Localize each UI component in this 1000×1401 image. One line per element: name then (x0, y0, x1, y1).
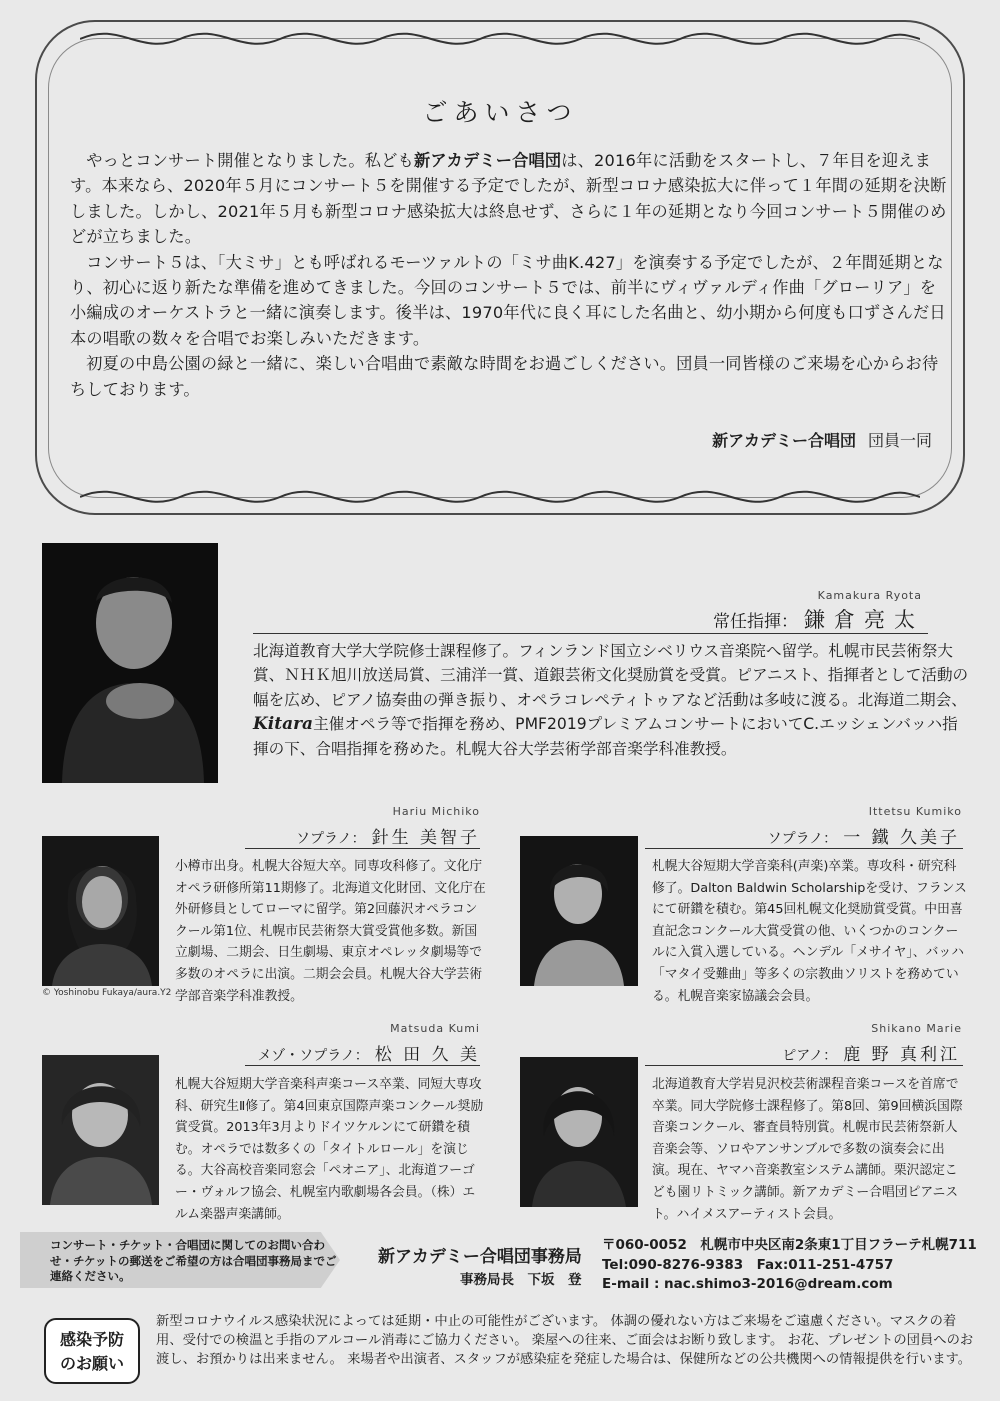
performer-photo (520, 836, 638, 986)
performer-divider (245, 848, 480, 849)
conductor-role-line (713, 604, 924, 634)
greeting-paragraph-2: コンサート５は、「大ミサ」とも呼ばれるモーツァルトの「ミサ曲K.427」を演奏する予定でしたが、２年間延期となり、初心に返り新たな準備を進めてきました。今回のコンサート５では、前半にヴィヴァルディ作曲「グローリア」を小編成のオーケストラと一緒に演奏します。後半は、1970年代に良く耳にした名曲と、幼小期から何度も口ずさんだ日本の唱歌の数々を合唱でお楽しみいただきます。 (70, 252, 946, 348)
performer-divider (645, 848, 963, 849)
flourish-top (80, 26, 920, 52)
performer-romaji: Hariu Michiko (392, 805, 480, 818)
photo-credit: © Yoshinobu Fukaya/aura.Y2 (42, 988, 172, 998)
badge-line-2: のお願い (59, 1354, 124, 1373)
performer-name: 松 田 久 美 (374, 1045, 480, 1065)
greeting-paragraph-3: 初夏の中島公園の緑と一緒に、楽しい合唱曲で素敵な時間をお過ごしください。団員一同皆様のご来場を心からお待ちしております。 (70, 354, 939, 399)
notice-text: コンサート・チケット・合唱団に関してのお問い合わせ・チケットの郵送をご希望の方は合唱団事務局までご連絡ください。 (50, 1238, 337, 1283)
performer-bio: 札幌大谷短期大学音楽科(声楽)卒業。専攻科・研究科修了。Dalton Baldwin Scholarshipを受け、フランスにて研鑽を積む。第45回札幌文化奨励賞受賞。中田喜直記念コンクール大賞受賞の他、いくつかのコンクールに入賞入選している。ヘンデル「メサイヤ」、バッハ「マタイ受難曲」等多くの宗教曲ソリストを務めている。札幌音楽家協議会会員。 (652, 859, 967, 1004)
performer-divider (645, 1065, 963, 1066)
performer-romaji: Shikano Marie (871, 1022, 962, 1035)
performer-role: ソプラノ： (767, 831, 838, 847)
flourish-bottom (80, 484, 920, 510)
greeting-paragraph-1 (70, 148, 950, 250)
office-head: 事務局長 下坂 登 (460, 1272, 582, 1288)
greeting-p1-before: やっとコンサート開催となりました。私ども (86, 151, 414, 170)
performer-role-line (258, 1040, 480, 1065)
greeting-signature (712, 428, 932, 451)
conductor-bio-part2: 主催オペラ等で指揮を務め、PMF2019プレミアムコンサートにおいてC.エッシェンバッハ指揮の下、合唱指揮を務めた。札幌大谷大学芸術学部音楽学科准教授。 (253, 715, 958, 758)
performer-romaji: Matsuda Kumi (390, 1022, 480, 1035)
signature-members: 団員一同 (867, 431, 932, 450)
performer-divider (245, 1065, 480, 1066)
conductor-photo (42, 543, 218, 783)
performer-photo (42, 836, 159, 986)
performer-photo (520, 1057, 638, 1207)
conductor-role: 常任指揮： (713, 612, 798, 632)
conductor-romaji: Kamakura Ryota (817, 589, 922, 602)
performer-bio: 北海道教育大学岩見沢校芸術課程音楽コースを首席で卒業。同大学院修士課程修了。第8回、第9回横浜国際音楽コンクール、審査員特別賞。札幌市民芸術祭新人音楽会等、ソロやアンサンブルで多数の演奏会に出演。現在、ヤマハ音楽教室システム講師。栗沢認定こども園リトミック講師。新アカデミー合唱団ピアニスト。ハイメスアーティスト会員。 (652, 1077, 963, 1222)
performer-romaji: Ittetsu Kumiko (868, 805, 962, 818)
performer-photo (42, 1055, 159, 1205)
greeting-title: ごあいさつ (422, 98, 578, 127)
performer-role-line (782, 1040, 960, 1065)
badge-line-1: 感染予防 (59, 1330, 124, 1349)
performer-name: 針生 美智子 (371, 828, 480, 848)
office-address: 〒060-0052 札幌市中央区南2条東1丁目フラーテ札幌711 (602, 1237, 977, 1253)
office-title: 新アカデミー合唱団事務局 (378, 1247, 582, 1267)
conductor-name: 鎌倉亮太 (804, 608, 924, 632)
performer-bio: 小樽市出身。札幌大谷短大卒。同専攻科修了。文化庁オペラ研修所第11期修了。北海道文化財団、文化庁在外研修員としてローマに留学。第2回藤沢オペラコンクール第1位、札幌市民芸術祭大賞受賞他多数。新国立劇場、二期会、日生劇場、東京オペレッタ劇場等で多数のオペラに出演。二期会会員。札幌大谷大学芸術学部音楽学科准教授。 (175, 859, 486, 1004)
performer-role: ソプラノ： (296, 831, 366, 847)
conductor-divider (253, 633, 928, 634)
greeting-body (70, 148, 950, 402)
performer-bio: 札幌大谷短期大学音楽科声楽コース卒業、同短大専攻科、研究生Ⅱ修了。第4回東京国際声楽コンクール奨励賞受賞。2013年3月よりドイツケルンにて研鑽を積む。オペラでは数多くの「タイトルロール」を演じる。大谷高校音楽同窓会「ペオニア」、北海道フーゴー・ヴォルフ協会、札幌室内歌劇場各会員。（株）エルム楽器声楽講師。 (175, 1077, 484, 1222)
conductor-bio (253, 639, 973, 761)
performer-role: ピアノ： (782, 1048, 838, 1064)
signature-org: 新アカデミー合唱団 (712, 431, 856, 450)
office-email: E-mail : nac.shimo3-2016@dream.com (602, 1276, 893, 1292)
greeting-org-name: 新アカデミー合唱団 (413, 151, 562, 170)
office-contact (602, 1236, 977, 1295)
kitara-logo: Kitara (253, 714, 314, 735)
conductor-bio-part1: 北海道教育大学大学院修士課程修了。フィンランド国立シベリウス音楽院へ留学。札幌市民芸術祭大賞、ＮＨＫ旭川放送局賞、三浦洋一賞、道銀芸術文化奨励賞を受賞。ピアニスト、指揮者として活動の幅を広め、ピアノ協奏曲の弾き振り、オペラコレペティトゥアなど活動は多岐に渡る。北海道二期会、 (253, 642, 969, 709)
performer-role: メゾ・ソプラノ： (257, 1048, 369, 1064)
performer-role-line (296, 823, 480, 848)
office-phone: Tel:090-8276-9383 Fax:011-251-4757 (602, 1256, 894, 1273)
performer-role-line (768, 823, 960, 848)
infection-prevention-badge (44, 1318, 140, 1384)
performer-name: 鹿 野 真利江 (843, 1045, 960, 1065)
greeting-p1-after: は、2016年に活動をスタートし、７年目を迎えます。本来なら、2020年５月にコンサート５を開催する予定でしたが、新型コロナ感染拡大に伴って１年間の延期を決断しました。しかし、2021年５月も新型コロナ感染拡大は終息せず、さらに１年の延期となり今回コンサート５開催のめどが立ちました。 (70, 151, 947, 247)
infection-notice-text: 新型コロナウイルス感染状況によっては延期・中止の可能性がございます。 体調の優れない方はご来場をご遠慮ください。マスクの着用、受付での検温と手指のアルコール消毒にご協力ください。 楽屋への往来、ご面会はお断り致します。 お花、プレゼントの団員へのお渡し、お預かりは出来ません。 来場者や出演者、スタッフが感染症を発症した場合は、保健所などの公共機関への情報提供を行います。 (156, 1314, 974, 1367)
performer-name: 一 鐵 久美子 (843, 828, 960, 848)
